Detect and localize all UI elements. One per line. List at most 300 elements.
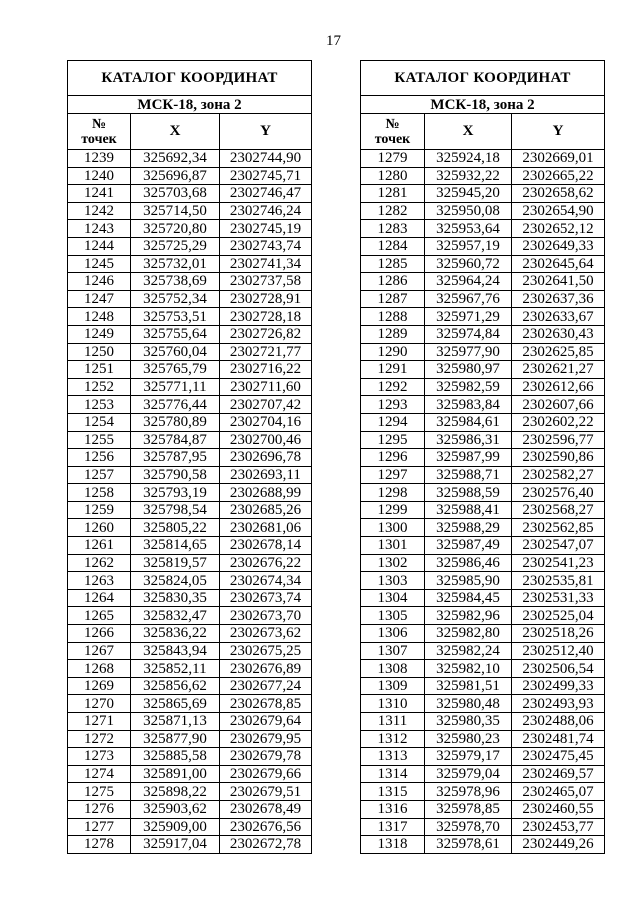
y-coordinate-cell: 2302677,24 [220,677,312,695]
point-number-cell: 1305 [361,607,425,625]
table-row [68,431,312,449]
table-row [68,185,312,203]
table-row [68,290,312,308]
y-coordinate-cell: 2302672,78 [220,836,312,854]
table-row [361,836,605,854]
table-row [68,413,312,431]
point-number-cell: 1258 [68,484,131,502]
table-row [361,255,605,273]
x-coordinate-cell: 325692,34 [131,150,220,168]
x-coordinate-cell: 325978,96 [425,783,512,801]
table-row [68,150,312,168]
y-coordinate-cell: 2302676,89 [220,660,312,678]
x-coordinate-cell: 325832,47 [131,607,220,625]
point-number-cell: 1244 [68,237,131,255]
y-coordinate-cell: 2302612,66 [512,378,605,396]
table-row [68,783,312,801]
point-number-cell: 1284 [361,237,425,255]
table-row [68,554,312,572]
point-number-cell: 1308 [361,660,425,678]
table-row [361,818,605,836]
y-coordinate-cell: 2302637,36 [512,290,605,308]
table-row [361,695,605,713]
point-number-cell: 1294 [361,413,425,431]
y-coordinate-cell: 2302728,91 [220,290,312,308]
y-coordinate-cell: 2302679,95 [220,730,312,748]
x-coordinate-cell: 325982,80 [425,625,512,643]
table-row [68,677,312,695]
table-row [361,343,605,361]
point-number-cell: 1271 [68,713,131,731]
y-coordinate-cell: 2302481,74 [512,730,605,748]
y-coordinate-cell: 2302607,66 [512,396,605,414]
x-coordinate-cell: 325776,44 [131,396,220,414]
catalog-title-row [361,61,605,96]
y-coordinate-cell: 2302704,16 [220,413,312,431]
table-row [361,589,605,607]
table-row [361,519,605,537]
x-coordinate-cell: 325977,90 [425,343,512,361]
y-coordinate-cell: 2302453,77 [512,818,605,836]
y-coordinate-cell: 2302679,66 [220,765,312,783]
y-coordinate-cell: 2302711,60 [220,378,312,396]
y-coordinate-cell: 2302700,46 [220,431,312,449]
table-row [361,185,605,203]
point-number-cell: 1255 [68,431,131,449]
x-coordinate-cell: 325917,04 [131,836,220,854]
x-coordinate-cell: 325945,20 [425,185,512,203]
table-row [361,290,605,308]
point-number-cell: 1283 [361,220,425,238]
table-row [361,783,605,801]
point-number-cell: 1268 [68,660,131,678]
y-coordinate-cell: 2302449,26 [512,836,605,854]
table-row [361,642,605,660]
x-coordinate-cell: 325988,41 [425,501,512,519]
point-number-cell: 1304 [361,589,425,607]
table-row [361,220,605,238]
points-label: точек [374,131,411,147]
point-number-cell: 1287 [361,290,425,308]
point-number-cell: 1290 [361,343,425,361]
table-row [361,572,605,590]
point-number-cell: 1296 [361,449,425,467]
point-number-cell: 1261 [68,537,131,555]
point-number-cell: 1312 [361,730,425,748]
point-number-cell: 1288 [361,308,425,326]
point-number-cell: 1301 [361,537,425,555]
table-row [68,765,312,783]
y-coordinate-cell: 2302621,27 [512,361,605,379]
point-number-header [68,114,131,150]
point-number-cell: 1302 [361,554,425,572]
x-coordinate-cell: 325988,59 [425,484,512,502]
y-coordinate-cell: 2302673,62 [220,625,312,643]
catalog-title: КАТАЛОГ КООРДИНАТ [361,61,605,96]
y-coordinate-cell: 2302728,18 [220,308,312,326]
x-coordinate-cell: 325982,10 [425,660,512,678]
y-coordinate-cell: 2302678,85 [220,695,312,713]
point-number-cell: 1303 [361,572,425,590]
table-row [361,378,605,396]
x-coordinate-cell: 325836,22 [131,625,220,643]
table-row [68,660,312,678]
table-row [68,625,312,643]
table-row [68,325,312,343]
x-coordinate-cell: 325924,18 [425,150,512,168]
point-number-cell: 1306 [361,625,425,643]
table-row [68,361,312,379]
point-number-cell: 1264 [68,589,131,607]
table-row [68,572,312,590]
y-coordinate-cell: 2302512,40 [512,642,605,660]
y-coordinate-cell: 2302726,82 [220,325,312,343]
y-coordinate-cell: 2302590,86 [512,449,605,467]
x-coordinate-cell: 325932,22 [425,167,512,185]
x-coordinate-cell: 325790,58 [131,466,220,484]
point-number-cell: 1315 [361,783,425,801]
x-coordinate-cell: 325771,11 [131,378,220,396]
table-row [361,554,605,572]
table-row [68,607,312,625]
x-coordinate-cell: 325903,62 [131,800,220,818]
y-coordinate-cell: 2302743,74 [220,237,312,255]
point-number-cell: 1256 [68,449,131,467]
x-coordinate-cell: 325780,89 [131,413,220,431]
x-coordinate-cell: 325753,51 [131,308,220,326]
y-coordinate-cell: 2302652,12 [512,220,605,238]
point-number-cell: 1267 [68,642,131,660]
y-coordinate-cell: 2302665,22 [512,167,605,185]
y-coordinate-cell: 2302716,22 [220,361,312,379]
table-row [68,713,312,731]
point-number-cell: 1297 [361,466,425,484]
point-number-cell: 1265 [68,607,131,625]
x-coordinate-cell: 325843,94 [131,642,220,660]
x-coordinate-cell: 325983,84 [425,396,512,414]
number-sign-label: № [385,116,400,132]
x-coordinate-cell: 325979,17 [425,748,512,766]
point-number-cell: 1314 [361,765,425,783]
y-coordinate-cell: 2302741,34 [220,255,312,273]
y-coordinate-cell: 2302679,78 [220,748,312,766]
column-header-row [68,114,312,150]
x-header: X [425,114,512,150]
point-number-cell: 1262 [68,554,131,572]
x-coordinate-cell: 325877,90 [131,730,220,748]
point-number-cell: 1240 [68,167,131,185]
table-row [68,237,312,255]
table-row [361,765,605,783]
x-coordinate-cell: 325967,76 [425,290,512,308]
point-number-cell: 1276 [68,800,131,818]
y-coordinate-cell: 2302654,90 [512,202,605,220]
x-coordinate-cell: 325985,90 [425,572,512,590]
x-coordinate-cell: 325986,46 [425,554,512,572]
x-coordinate-cell: 325784,87 [131,431,220,449]
y-coordinate-cell: 2302669,01 [512,150,605,168]
x-coordinate-cell: 325980,48 [425,695,512,713]
point-number-cell: 1259 [68,501,131,519]
point-number-cell: 1254 [68,413,131,431]
table-row [68,501,312,519]
x-coordinate-cell: 325957,19 [425,237,512,255]
y-coordinate-cell: 2302576,40 [512,484,605,502]
catalog-rows [361,150,605,854]
x-coordinate-cell: 325805,22 [131,519,220,537]
table-row [361,202,605,220]
y-coordinate-cell: 2302673,74 [220,589,312,607]
x-coordinate-cell: 325793,19 [131,484,220,502]
table-row [361,677,605,695]
x-coordinate-cell: 325738,69 [131,273,220,291]
x-coordinate-cell: 325703,68 [131,185,220,203]
point-number-cell: 1260 [68,519,131,537]
x-coordinate-cell: 325984,61 [425,413,512,431]
point-number-cell: 1245 [68,255,131,273]
x-coordinate-cell: 325755,64 [131,325,220,343]
x-coordinate-cell: 325852,11 [131,660,220,678]
table-row [68,589,312,607]
coordinate-catalog-table-right [360,60,605,854]
x-coordinate-cell: 325732,01 [131,255,220,273]
y-coordinate-cell: 2302676,22 [220,554,312,572]
point-number-cell: 1285 [361,255,425,273]
y-coordinate-cell: 2302745,19 [220,220,312,238]
point-number-cell: 1257 [68,466,131,484]
point-number-cell: 1317 [361,818,425,836]
point-number-cell: 1278 [68,836,131,854]
x-coordinate-cell: 325982,59 [425,378,512,396]
table-row [361,660,605,678]
x-coordinate-cell: 325714,50 [131,202,220,220]
point-number-cell: 1242 [68,202,131,220]
point-number-cell: 1282 [361,202,425,220]
table-row [361,625,605,643]
table-row [361,800,605,818]
point-number-header [361,114,425,150]
point-number-cell: 1249 [68,325,131,343]
point-number-cell: 1251 [68,361,131,379]
number-sign-label: № [91,116,107,132]
y-coordinate-cell: 2302633,67 [512,308,605,326]
table-row [361,308,605,326]
y-coordinate-cell: 2302681,06 [220,519,312,537]
x-coordinate-cell: 325871,13 [131,713,220,731]
y-coordinate-cell: 2302568,27 [512,501,605,519]
point-number-cell: 1273 [68,748,131,766]
table-row [361,713,605,731]
point-number-cell: 1246 [68,273,131,291]
table-row [361,167,605,185]
x-coordinate-cell: 325814,65 [131,537,220,555]
x-coordinate-cell: 325980,35 [425,713,512,731]
x-coordinate-cell: 325982,24 [425,642,512,660]
x-coordinate-cell: 325987,49 [425,537,512,555]
x-coordinate-cell: 325960,72 [425,255,512,273]
x-coordinate-cell: 325987,99 [425,449,512,467]
point-number-cell: 1253 [68,396,131,414]
table-row [68,449,312,467]
y-coordinate-cell: 2302506,54 [512,660,605,678]
table-row [68,484,312,502]
table-row [361,325,605,343]
table-row [361,449,605,467]
catalog-subtitle-row [68,96,312,114]
table-row [361,730,605,748]
point-number-cell: 1318 [361,836,425,854]
table-row [68,202,312,220]
point-number-cell: 1280 [361,167,425,185]
y-coordinate-cell: 2302602,22 [512,413,605,431]
y-coordinate-cell: 2302541,23 [512,554,605,572]
x-coordinate-cell: 325979,04 [425,765,512,783]
catalog-rows [68,150,312,854]
coordinate-catalog-table-left [67,60,312,854]
point-number-cell: 1248 [68,308,131,326]
x-coordinate-cell: 325798,54 [131,501,220,519]
point-number-cell: 1269 [68,677,131,695]
y-coordinate-cell: 2302625,85 [512,343,605,361]
x-coordinate-cell: 325978,85 [425,800,512,818]
point-number-cell: 1292 [361,378,425,396]
y-coordinate-cell: 2302707,42 [220,396,312,414]
x-coordinate-cell: 325974,84 [425,325,512,343]
y-coordinate-cell: 2302645,64 [512,255,605,273]
table-row [361,537,605,555]
point-number-cell: 1311 [361,713,425,731]
point-number-cell: 1241 [68,185,131,203]
point-number-cell: 1307 [361,642,425,660]
y-coordinate-cell: 2302465,07 [512,783,605,801]
y-coordinate-cell: 2302488,06 [512,713,605,731]
y-coordinate-cell: 2302469,57 [512,765,605,783]
y-coordinate-cell: 2302675,25 [220,642,312,660]
point-number-cell: 1298 [361,484,425,502]
point-number-cell: 1247 [68,290,131,308]
x-coordinate-cell: 325986,31 [425,431,512,449]
coordinate-system-label: МСК-18, зона 2 [361,96,605,114]
point-number-cell: 1277 [68,818,131,836]
column-header-row [361,114,605,150]
table-row [68,343,312,361]
y-coordinate-cell: 2302641,50 [512,273,605,291]
y-coordinate-cell: 2302460,55 [512,800,605,818]
x-coordinate-cell: 325971,29 [425,308,512,326]
y-coordinate-cell: 2302630,43 [512,325,605,343]
point-number-cell: 1252 [68,378,131,396]
y-coordinate-cell: 2302685,26 [220,501,312,519]
point-number-cell: 1300 [361,519,425,537]
x-coordinate-cell: 325752,34 [131,290,220,308]
x-coordinate-cell: 325898,22 [131,783,220,801]
x-coordinate-cell: 325856,62 [131,677,220,695]
table-row [361,413,605,431]
x-coordinate-cell: 325909,00 [131,818,220,836]
point-number-cell: 1274 [68,765,131,783]
y-coordinate-cell: 2302525,04 [512,607,605,625]
table-row [361,748,605,766]
x-coordinate-cell: 325982,96 [425,607,512,625]
x-coordinate-cell: 325891,00 [131,765,220,783]
x-coordinate-cell: 325865,69 [131,695,220,713]
x-coordinate-cell: 325787,95 [131,449,220,467]
table-row [361,237,605,255]
x-coordinate-cell: 325760,04 [131,343,220,361]
table-row [68,730,312,748]
y-coordinate-cell: 2302547,07 [512,537,605,555]
point-number-cell: 1239 [68,150,131,168]
y-coordinate-cell: 2302674,34 [220,572,312,590]
table-row [361,466,605,484]
y-coordinate-cell: 2302475,45 [512,748,605,766]
point-number-cell: 1279 [361,150,425,168]
point-number-cell: 1310 [361,695,425,713]
table-row [68,273,312,291]
table-row [68,308,312,326]
table-row [361,396,605,414]
y-coordinate-cell: 2302493,93 [512,695,605,713]
point-number-cell: 1270 [68,695,131,713]
point-number-cell: 1272 [68,730,131,748]
y-coordinate-cell: 2302649,33 [512,237,605,255]
table-row [68,800,312,818]
x-coordinate-cell: 325725,29 [131,237,220,255]
y-coordinate-cell: 2302746,24 [220,202,312,220]
y-coordinate-cell: 2302676,56 [220,818,312,836]
table-row [68,378,312,396]
y-coordinate-cell: 2302737,58 [220,273,312,291]
catalog-subtitle-row [361,96,605,114]
x-coordinate-cell: 325981,51 [425,677,512,695]
point-number-cell: 1289 [361,325,425,343]
y-coordinate-cell: 2302562,85 [512,519,605,537]
y-coordinate-cell: 2302531,33 [512,589,605,607]
x-coordinate-cell: 325824,05 [131,572,220,590]
point-number-cell: 1299 [361,501,425,519]
y-coordinate-cell: 2302596,77 [512,431,605,449]
point-number-cell: 1281 [361,185,425,203]
y-coordinate-cell: 2302678,49 [220,800,312,818]
x-coordinate-cell: 325885,58 [131,748,220,766]
x-coordinate-cell: 325830,35 [131,589,220,607]
y-coordinate-cell: 2302678,14 [220,537,312,555]
point-number-cell: 1309 [361,677,425,695]
y-coordinate-cell: 2302746,47 [220,185,312,203]
y-coordinate-cell: 2302745,71 [220,167,312,185]
point-number-cell: 1243 [68,220,131,238]
x-coordinate-cell: 325765,79 [131,361,220,379]
catalog-title: КАТАЛОГ КООРДИНАТ [68,61,312,96]
table-row [68,396,312,414]
table-row [361,361,605,379]
x-coordinate-cell: 325964,24 [425,273,512,291]
point-number-cell: 1313 [361,748,425,766]
x-coordinate-cell: 325984,45 [425,589,512,607]
x-coordinate-cell: 325696,87 [131,167,220,185]
table-row [68,519,312,537]
x-coordinate-cell: 325978,61 [425,836,512,854]
x-coordinate-cell: 325980,97 [425,361,512,379]
table-row [361,431,605,449]
y-coordinate-cell: 2302744,90 [220,150,312,168]
table-row [68,642,312,660]
coordinate-system-label: МСК-18, зона 2 [68,96,312,114]
y-coordinate-cell: 2302673,70 [220,607,312,625]
table-row [361,484,605,502]
point-number-cell: 1266 [68,625,131,643]
x-coordinate-cell: 325988,71 [425,466,512,484]
